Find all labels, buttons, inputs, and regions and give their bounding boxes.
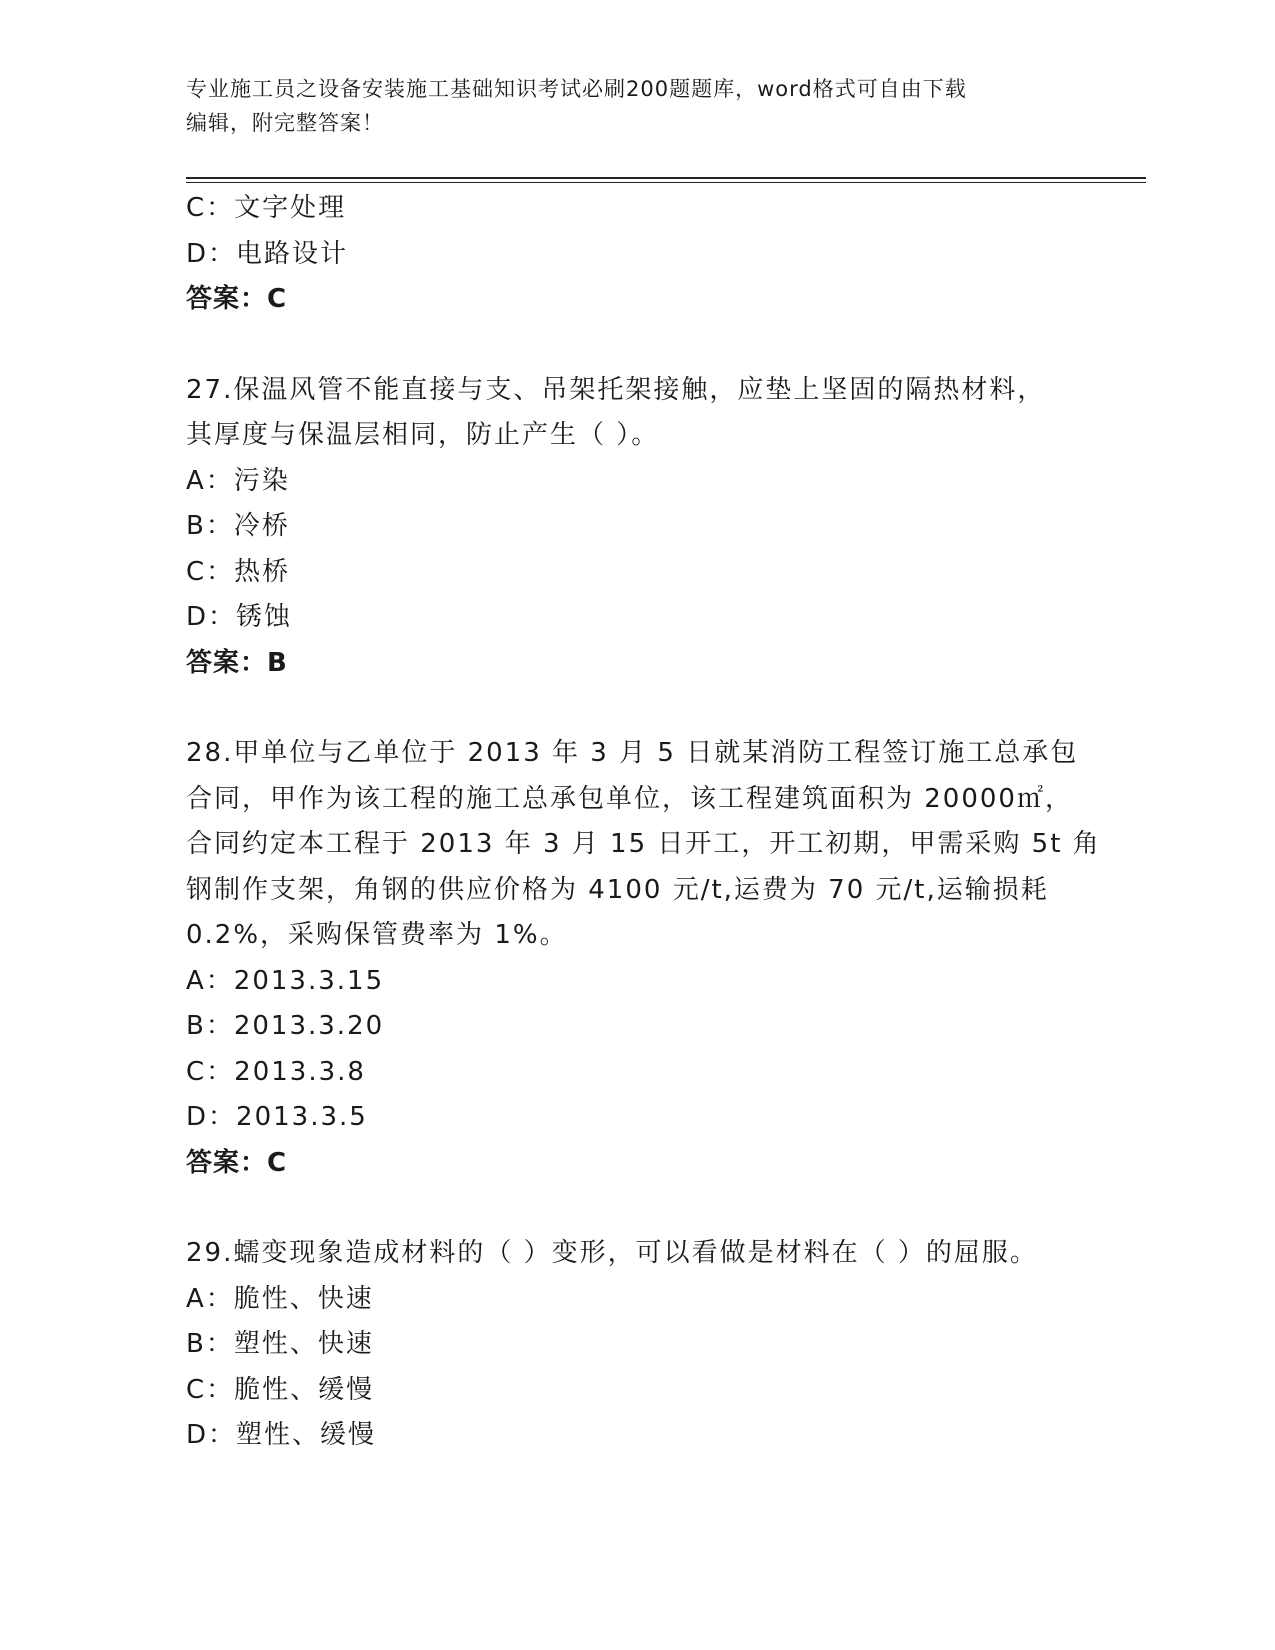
- header-title-line-1: 专业施工员之设备安装施工基础知识考试必刷200题题库，word格式可自由下载: [186, 77, 967, 101]
- option-d: D：塑性、缓慢: [186, 1420, 377, 1450]
- question-text: 27.保温风管不能直接与支、吊架托架接触，应垫上坚固的隔热材料，: [186, 374, 1046, 405]
- continued-question: [186, 186, 1086, 323]
- question-text: 其厚度与保温层相同，防止产生（ ）。: [186, 420, 660, 450]
- question-text: 0.2%，采购保管费率为 1%。: [186, 920, 568, 950]
- option-d: D：2013.3.5: [186, 1102, 368, 1132]
- answer: 答案：B: [186, 647, 288, 678]
- option-d: D：锈蚀: [186, 602, 293, 632]
- option-c: C：2013.3.8: [186, 1056, 366, 1087]
- header-divider: [186, 177, 1146, 183]
- option-c: C：脆性、缓慢: [186, 1374, 375, 1405]
- option-a: A：2013.3.15: [186, 965, 385, 996]
- question-29: [186, 1231, 1086, 1459]
- header-title-line-2: 编辑，附完整答案！: [186, 111, 384, 135]
- page-header: [186, 72, 1066, 140]
- question-text: 28.甲单位与乙单位于 2013 年 3 月 5 日就某消防工程签订施工总承包: [186, 738, 1079, 768]
- document-body: [186, 186, 1101, 1459]
- question-text: 29.蠕变现象造成材料的（ ）变形，可以看做是材料在（ ）的屈服。: [186, 1238, 1038, 1268]
- option-a: A：脆性、快速: [186, 1283, 374, 1314]
- question-text: 钢制作支架，角钢的供应价格为 4100 元/t,运费为 70 元/t,运输损耗: [186, 874, 1049, 905]
- question-27: [186, 368, 1086, 687]
- question-28: [186, 731, 1101, 1186]
- answer: 答案：C: [186, 1147, 288, 1178]
- option-c: C：热桥: [186, 556, 291, 587]
- option-b: B：2013.3.20: [186, 1011, 385, 1041]
- option-d: D：电路设计: [186, 238, 349, 269]
- question-text: 合同，甲作为该工程的施工总承包单位，该工程建筑面积为 20000㎡，: [186, 783, 1073, 814]
- option-c: C：文字处理: [186, 193, 347, 223]
- option-a: A：污染: [186, 465, 290, 496]
- option-b: B：冷桥: [186, 511, 290, 541]
- question-text: 合同约定本工程于 2013 年 3 月 15 日开工，开工初期，甲需采购 5t 角: [186, 829, 1101, 859]
- option-b: B：塑性、快速: [186, 1329, 374, 1359]
- answer: 答案：C: [186, 284, 288, 314]
